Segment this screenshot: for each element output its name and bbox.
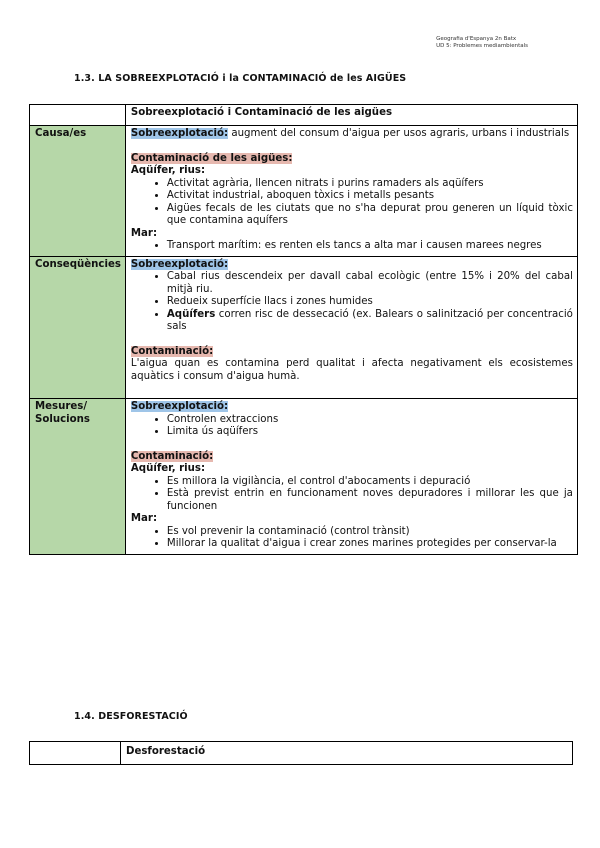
- measures-label: Mesures/ Solucions: [30, 399, 126, 555]
- list-item: • Activitat agrària, llencen nitrats i purins ramaders als aqüífers: [167, 178, 573, 191]
- table-header-row: [30, 105, 578, 126]
- causes-aquifer-list: [131, 178, 573, 228]
- section-title-deforestation: 1.4. DESFORESTACIÓ: [74, 711, 188, 722]
- measures-content: [125, 399, 577, 555]
- consequences-label: Conseqüències: [30, 256, 126, 399]
- causes-mar-list: [131, 240, 573, 253]
- causes-row: [30, 126, 578, 257]
- measures-sobre-heading: Sobreexplotació:: [130, 401, 229, 412]
- measures-mar-label: Mar:: [130, 513, 158, 524]
- list-item: • Transport marítim: es renten els tancs a alta mar i causen marees negres: [167, 240, 573, 253]
- causes-label: Causa/es: [30, 126, 126, 257]
- consequences-cont-text: L'aigua quan es contamina perd qualitat i afecta negativament els ecosistemes aquàtics i consum d'aigua humà.: [130, 358, 573, 382]
- causes-cont-heading: Contaminació de les aigües:: [130, 152, 293, 164]
- causes-mar-label: Mar:: [130, 227, 158, 239]
- water-table: [29, 104, 578, 555]
- header-empty-cell: [30, 742, 121, 765]
- list-item: • Es millora la vigilància, el control d'abocaments i depuració: [167, 476, 573, 489]
- measures-sobre-list: [131, 414, 573, 439]
- list-item: • Controlen extraccions: [167, 414, 573, 427]
- list-item: • Redueix superfície llacs i zones humides: [167, 296, 573, 309]
- measures-aquifer-list: [131, 476, 573, 514]
- section-title-water: 1.3. LA SOBREEXPLOTACIÓ i la CONTAMINACIÓ de les AIGÜES: [74, 73, 407, 84]
- causes-aquifer-label: Aqüífer, rius:: [130, 165, 206, 176]
- header-unit: UD 5: Problemes mediambientals: [436, 43, 528, 49]
- causes-sobre-heading: Sobreexplotació:: [130, 128, 229, 139]
- list-item: • Limita ús aqüífers: [167, 426, 573, 439]
- header-course: Geografia d'Espanya 2n Batx: [436, 36, 517, 42]
- measures-row: [30, 399, 578, 555]
- aquifers-bold: Aqüífers: [166, 308, 216, 320]
- list-item: • Cabal rius descendeix per davall cabal ecològic (entre 15% i 20% del cabal mitjà riu.: [167, 271, 573, 296]
- consequences-list: [131, 271, 573, 334]
- table-header-row: [30, 742, 573, 765]
- list-item: [167, 309, 573, 334]
- list-item: • Es vol prevenir la contaminació (control trànsit): [167, 526, 573, 539]
- causes-sobre-text: augment del consum d'aigua per usos agraris, urbans i industrials: [228, 128, 570, 139]
- table-header-cell: Desforestació: [121, 742, 573, 765]
- table-header-cell: Sobreexplotació i Contaminació de les aigües: [125, 105, 577, 126]
- consequences-cont-heading: Contaminació:: [130, 345, 214, 357]
- list-item: • Aigües fecals de les ciutats que no s'ha depurat prou generen un líquid tòxic que contamina aquífers: [167, 203, 573, 228]
- consequences-sobre-heading: Sobreexplotació:: [130, 258, 229, 270]
- measures-cont-heading: Contaminació:: [130, 450, 214, 462]
- aquifers-text: corren risc de dessecació (ex. Balears o salinització per concentració sals: [166, 308, 573, 332]
- measures-mar-list: [131, 526, 573, 551]
- measures-aquifer-label: Aqüífer, rius:: [130, 463, 206, 474]
- list-item: • Està previst entrin en funcionament noves depuradores i millorar les que ja funcionen: [167, 488, 573, 513]
- document-header: [436, 36, 528, 50]
- list-item: • Millorar la qualitat d'aigua i crear zones marines protegides per conservar-la: [167, 538, 573, 551]
- list-item: • Activitat industrial, aboquen tòxics i metalls pesants: [167, 190, 573, 203]
- consequences-row: [30, 256, 578, 399]
- causes-content: [125, 126, 577, 257]
- deforestation-table: [29, 741, 573, 765]
- consequences-content: [125, 256, 577, 399]
- header-empty-cell: [30, 105, 126, 126]
